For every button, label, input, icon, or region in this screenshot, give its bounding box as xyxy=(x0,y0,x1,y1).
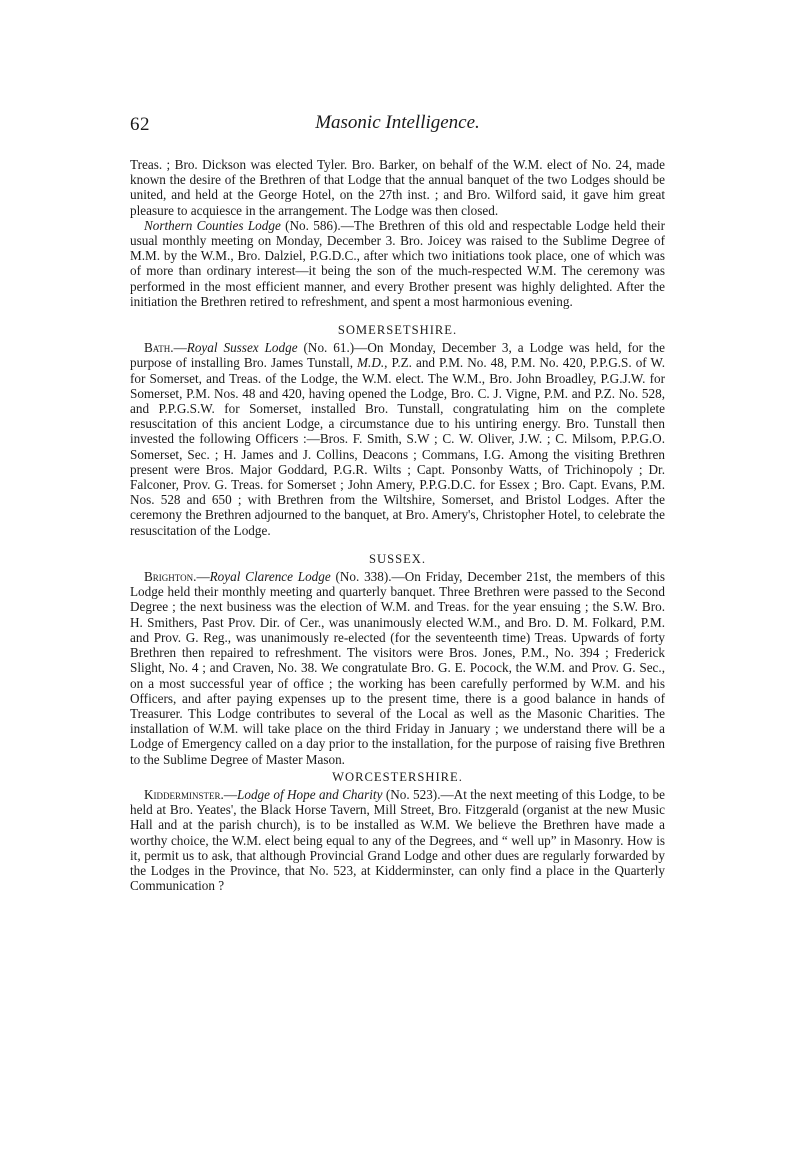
lodge-name: Royal Clarence Lodge xyxy=(209,569,331,585)
lodge-name: Lodge of Hope and Charity xyxy=(237,786,383,802)
running-head xyxy=(130,114,665,138)
paragraph-text: (No. 586).—The Brethren of this old and respectable Lodge held their usual monthly meeting on Monday, December 3. Bro. Joicey was raised to the Sublime Degree of M.M. by the W.M., Bro. Dalziel, P.G.D.C., after which two initiations took place, one of which was of more than ordinary interest—it being the son of the much-respected W.M. The ceremony was performed in the most efficient manner, and every Brother present was highly delighted. After the initiation the Brethren retired to refreshment, and spent a most harmonious evening. xyxy=(130,217,666,309)
section-heading-sussex: SUSSEX. xyxy=(368,551,427,566)
page-number: 62 xyxy=(130,114,150,135)
paragraph-text: (No. 523).—At the next meeting of this Lodge, to be held at Bro. Yeates', the Black Horse Tavern, Mill Street, Bro. Fitzgerald (organist at the new Music Hall and at the parish church), is to be installed as W.M. We believe the Brethren have made a worthy choice, the W.M. elect being equal to any of the Degrees, and “ well up” in Masonry. How is it, permit us to ask, that although Provincial Grand Lodge and other dues are regularly forwarded by the Lodges in the Province, that No. 523, at Kidderminster, can only find a place in the Quarterly Communication ? xyxy=(130,786,665,894)
paragraph-brighton: Brighton.—Royal Clarence Lodge (No. 338).—On Friday, December 21st, the members of this Lodge held their monthly meeting and quarterly banquet. Three Brethren were passed to the Second Degree ; the next business was the election of W.M. and Treas. for the year ensuing ; the S.W. Bro. H. Smithers, Past Prov. Dir. of Cer., was unanimously elected W.M., and Bro. D. M. Folkard, P.M. and Prov. G. Reg., was unanimously re-elected (for the seventeenth time) Treas. Upwards of forty Brethren then repaired to refreshment. The visitors were Bros. Jones, P.M., No. 394 ; Frederick Slight, No. 4 ; and Craven, No. 38. We congratulate Bro. G. E. Pocock, the W.M. and Prov. G. Sec., on a most successful year of office ; the working has been carefully performed by W.M. and his Officers, and after paying expenses up to the present time, there is a good balance in hands of Treasurer. This Lodge contributes to several of the Local as well as the Masonic Charities. The installation of W.M. will take place on the third Friday in January ; we understand there will be a Lodge of Emergency called on a day prior to the installation, for the purpose of raising five Brethren to the Sublime Degree of Master Mason. xyxy=(130,569,665,767)
paragraph-text: (No. 338).—On Friday, December 21st, the members of this Lodge held their monthly meeting and quarterly banquet. Three Brethren were passed to the Second Degree ; the next business was the election of W.M. and Treas. for the year ensuing ; the S.W. Bro. H. Smithers, Past Prov. Dir. of Cer., was unanimously elected W.M., and Bro. D. M. Folkard, P.M. and Prov. G. Reg., was unanimously re-elected (for the seventeenth time) Treas. Upwards of forty Brethren then repaired to refreshment. The visitors were Bros. Jones, P.M., No. 394 ; Frederick Slight, No. 4 ; and Craven, No. 38. We congratulate Bro. G. E. Pocock, the W.M. and Prov. G. Sec., on a most successful year of office ; the working has been carefully performed by W.M. and his Officers, and after paying expenses up to the present time, there is a good balance in hands of Treasurer. This Lodge contributes to several of the Local as well as the Masonic Charities. The installation of W.M. will take place on the third Friday in January ; we understand there will be a Lodge of Emergency called on a day prior to the installation, for the purpose of raising five Brethren to the Sublime Degree of Master Mason. xyxy=(130,569,665,767)
paragraph-bath: Bath.—Royal Sussex Lodge (No. 61.)—On Monday, December 3, a Lodge was held, for the purpose of installing Bro. James Tunstall, M.D., P.Z. and P.M. No. 48, P.M. No. 420, P.P.G.S. of W. for Somerset, and Treas. of the Lodge, the W.M. elect. The W.M., Bro. John Broadley, P.G.J.W. for Somerset, P.M. Nos. 48 and 420, having opened the Lodge, Bro. C. J. Vigne, P.M. and P.Z. No. 528, and P.P.G.S.W. for Somerset, installed Bro. Tunstall, congratulating him on the complete resuscitation of this ancient Lodge, a circumstance due to his untiring energy. Bro. Tunstall then invested the following Officers :—Bros. F. Smith, S.W ; C. W. Oliver, J.W. ; C. Milsom, P.P.G.O. Somerset, Sec. ; H. James and J. Collins, Deacons ; Commans, I.G. Among the visiting Brethren present were Bros. Major Goddard, P.G.R. Wilts ; Capt. Ponsonby Watts, of Trichinopoly ; Dr. Falconer, Prov. G. Treas. for Somerset ; John Amery, P.P.G.D.C. for Essex ; Bro. Capt. Evans, P.M. Nos. 528 and 650 ; with Brethren from the Wiltshire, Somerset, and Bristol Lodges. After the ceremony the Brethren adjourned to the banquet, at Bro. Amery's, Christopher Hotel, to celebrate the resuscitation of the Lodge. xyxy=(130,340,666,538)
section-heading-somerset: SOMERSETSHIRE. xyxy=(337,323,458,338)
paragraph-continuation: Treas. ; Bro. Dickson was elected Tyler. Bro. Barker, on behalf of the W.M. elect of No. 24, made known the desire of the Brethren of that Lodge that the annual banquet of the two Lodges should be united, and held at the George Hotel, on the 27th inst. ; and Bro. Wilford said, it gave him great pleasure to acquiesce in the arrangement. The Lodge was then closed. xyxy=(130,157,665,218)
running-title: Masonic Intelligence. xyxy=(315,112,480,133)
paragraph-northern-counties xyxy=(130,218,665,309)
place-name: Bath xyxy=(144,340,171,356)
paragraph-kidderminster: Kidderminster.—Lodge of Hope and Charity (No. 523).—At the next meeting of this Lodge, to be held at Bro. Yeates', the Black Horse Tavern, Mill Street, Bro. Fitzgerald (organist at the new Music Hall and at the parish church), is to be installed as W.M. We believe the Brethren have made a worthy choice, the W.M. elect being equal to any of the Degrees, and “ well up” in Masonry. How is it, permit us to ask, that although Provincial Grand Lodge and other dues are regularly forwarded by the Lodges in the Province, that No. 523, at Kidderminster, can only find a place in the Quarterly Communication ? xyxy=(130,786,665,894)
lodge-name: Royal Sussex Lodge xyxy=(186,340,298,356)
paragraph-text: , P.Z. and P.M. No. 48, P.M. No. 420, P.P.G.S. of W. for Somerset, and Treas. of the Lodge, the W.M. elect. The W.M., Bro. John Broadley, P.G.J.W. for Somerset, P.M. Nos. 48 and 420, having opened the Lodge, Bro. C. J. Vigne, P.M. and P.Z. No. 528, and P.P.G.S.W. for Somerset, installed Bro. Tunstall, congratulating him on the complete resuscitation of this ancient Lodge, a circumstance due to his untiring energy. Bro. Tunstall then invested the following Officers :—Bros. F. Smith, S.W ; C. W. Oliver, J.W. ; C. Milsom, P.P.G.O. Somerset, Sec. ; H. James and J. Collins, Deacons ; Commans, I.G. Among the visiting Brethren present were Bros. Major Goddard, P.G.R. Wilts ; Capt. Ponsonby Watts, of Trichinopoly ; Dr. Falconer, Prov. G. Treas. for Somerset ; John Amery, P.P.G.D.C. for Essex ; Bro. Capt. Evans, P.M. Nos. 528 and 650 ; with Brethren from the Wiltshire, Somerset, and Bristol Lodges. After the ceremony the Brethren adjourned to the banquet, at Bro. Amery's, Christopher Hotel, to celebrate the resuscitation of the Lodge. xyxy=(130,355,665,538)
section-heading-worcester: WORCESTERSHIRE. xyxy=(332,769,463,784)
lodge-name: Northern Counties Lodge xyxy=(144,217,281,233)
place-name: Kidderminster xyxy=(144,786,221,802)
article-body xyxy=(130,157,665,893)
degree-abbrev: M.D. xyxy=(357,355,385,371)
paragraph-text: (No. 61.)—On Monday, December 3, a Lodge was held, for the purpose of installing Bro. James Tunstall, xyxy=(130,340,666,371)
place-name: Brighton xyxy=(144,569,194,585)
